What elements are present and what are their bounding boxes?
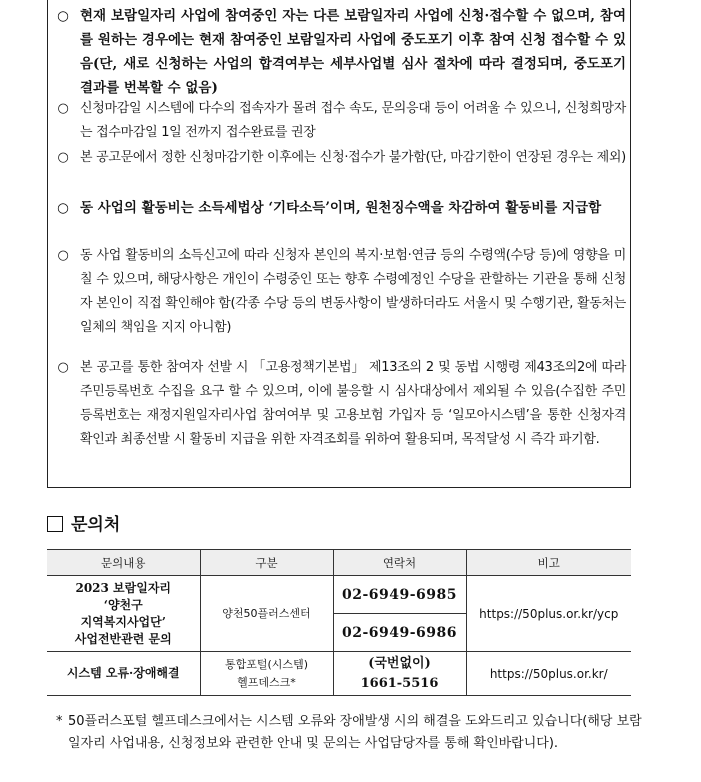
notice-box	[47, 0, 631, 488]
header-division: 구분	[200, 550, 333, 576]
program-cell: 시스템 오류·장애해결	[47, 652, 200, 696]
square-bullet-icon	[47, 516, 63, 532]
footnote	[56, 711, 646, 755]
program-line: 지역복지사업단’	[80, 614, 166, 629]
notice-item-text: 신청마감일 시스템에 다수의 접속자가 몰려 접수 속도, 문의응대 등이 어려울 수 있으니, 신청희망자는 접수마감일 1일 전까지 접수완료를 권장	[80, 101, 626, 140]
phone-cell	[333, 652, 466, 696]
phone-cell: 02-6949-6985	[333, 576, 466, 614]
contact-header-row	[47, 550, 631, 576]
table-row	[47, 576, 631, 614]
program-line: 사업전반관련 문의	[74, 631, 172, 646]
contact-table	[47, 549, 631, 696]
program-line: ‘양천구	[103, 597, 143, 612]
phone-cell: 02-6949-6986	[333, 614, 466, 652]
notice-item-text: 동 사업의 활동비는 소득세법상 ‘기타소득’이며, 원천징수액을 차감하여 활동비를 지급함	[80, 200, 602, 216]
contact-section-title	[47, 512, 120, 538]
notice-item-text: 본 공고를 통한 참여자 선발 시 「고용정책기본법」 제13조의 2 및 동법 시행령 제43조의2에 따라 주민등록번호 수집을 요구 할 수 있으며, 이에 불응할 시 심사대상에서 제외될 수 있음(수집한 주민등록번호는 재정지원일자리사업 참여여부 및 고용보험 가입자 등 ‘일모아시스템’을 통한 신청자격 확인과 최종선발 시 활동비 지급을 위한 자격조회를 위하여 활용되며, 목적달성 시 즉각 파기함.	[80, 360, 626, 447]
bullet-icon: ○	[57, 8, 69, 24]
bullet-icon: ○	[57, 101, 69, 116]
program-cell	[47, 576, 200, 652]
bullet-icon: ○	[57, 248, 69, 263]
header-note: 비고	[466, 550, 631, 576]
division-cell: 양천50플러스센터	[200, 576, 333, 652]
table-row	[47, 652, 631, 696]
bullet-icon: ○	[57, 360, 69, 375]
asterisk-icon: *	[56, 714, 63, 729]
notice-item-text: 동 사업 활동비의 소득신고에 따라 신청자 본인의 복지·보험·연금 등의 수령액(수당 등)에 영향을 미칠 수 있으며, 해당사항은 개인이 수령중인 또는 향후 수령예정인 수당을 관할하는 기관을 통해 신청자 본인이 직접 확인해야 함(각종 수당 등의 변동사항이 발생하더라도 서울시 및 수행기관, 활동처는 일체의 책임을 지지 아니함)	[80, 248, 626, 335]
header-inquiry: 문의내용	[47, 550, 200, 576]
footnote-text: 50플러스포털 헬프데스크에서는 시스템 오류와 장애발생 시의 해결을 도와드리고 있습니다(해당 보람일자리 사업내용, 신청정보와 관련한 안내 및 문의는 사업담당자를 통해 확인바랍니다).	[68, 714, 642, 751]
phone-line: (국번없이)	[368, 655, 431, 671]
division-line: 통합포털(시스템)	[225, 657, 308, 671]
note-url[interactable]: https://50plus.or.kr/ycp	[466, 576, 631, 652]
bullet-icon: ○	[57, 150, 69, 165]
note-url[interactable]: https://50plus.or.kr/	[466, 652, 631, 696]
division-line: 헬프데스크*	[237, 675, 296, 689]
contact-title-text: 문의처	[71, 515, 121, 535]
program-line: 2023 보람일자리	[75, 580, 172, 595]
notice-item-text: 현재 보람일자리 사업에 참여중인 자는 다른 보람일자리 사업에 신청·접수할 수 없으며, 참여를 원하는 경우에는 현재 참여중인 보람일자리 사업에 중도포기 이후 참여 신청 접수할 수 있음(단, 새로 신청하는 사업의 합격여부는 세부사업별 심사 절차에 따라 결정되며, 중도포기 결과를 번복할 수 없음)	[80, 8, 626, 96]
header-contact: 연락처	[333, 550, 466, 576]
notice-item-text: 본 공고문에서 정한 신청마감기한 이후에는 신청·접수가 불가함(단, 마감기한이 연장된 경우는 제외)	[80, 150, 626, 165]
bullet-icon: ○	[57, 200, 69, 216]
division-cell	[200, 652, 333, 696]
phone-line: 1661-5516	[360, 675, 439, 691]
